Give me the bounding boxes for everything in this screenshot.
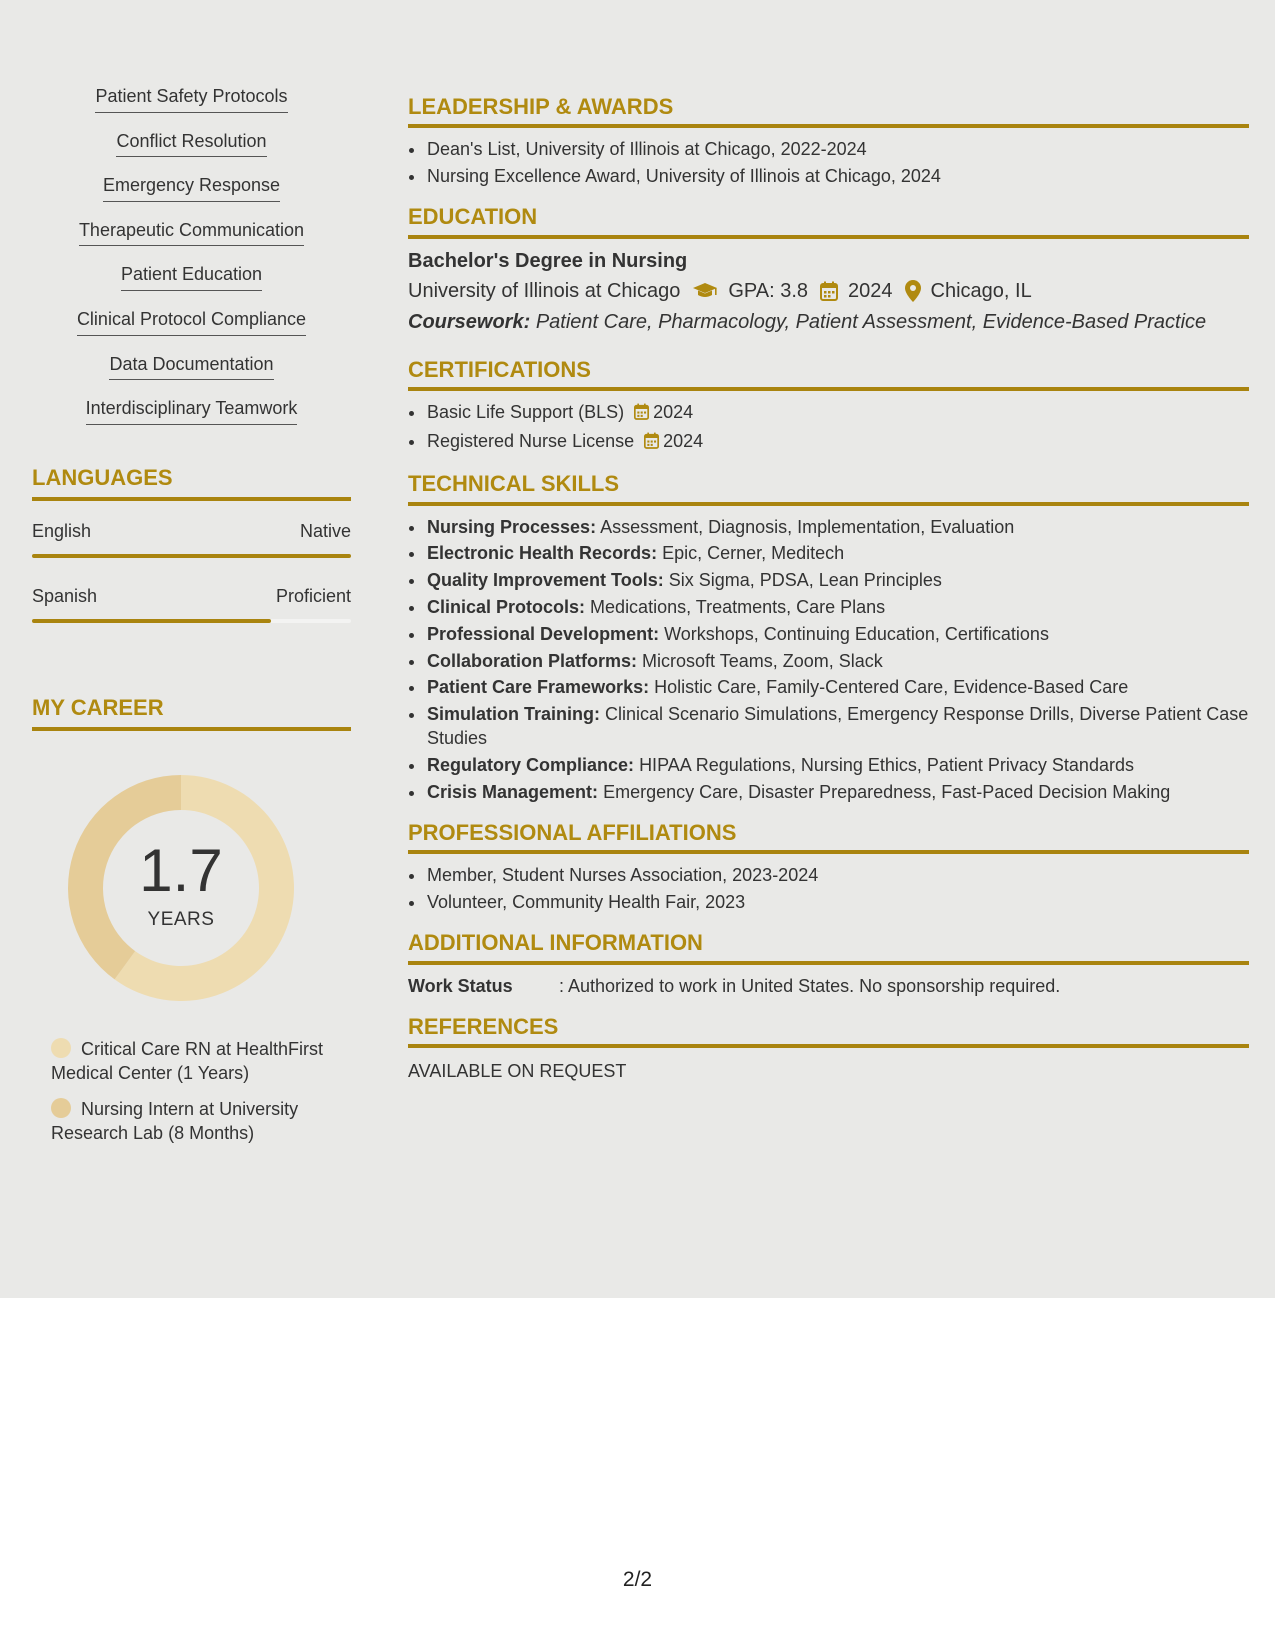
career-total-years: 1.7	[139, 836, 223, 904]
coursework-list: Patient Care, Pharmacology, Patient Assessment, Evidence-Based Practice	[535, 310, 1207, 333]
career-years-label: YEARS	[147, 908, 215, 930]
certification-year: 2024	[653, 402, 694, 423]
legend-dot-icon	[51, 1038, 71, 1058]
leadership-section	[408, 94, 1249, 190]
work-status-label: Work Status	[408, 975, 513, 996]
references-text: AVAILABLE ON REQUEST	[408, 1060, 627, 1081]
skill-text: Holistic Care, Family-Centered Care, Evidence-Based Care	[654, 677, 1129, 698]
language-name: English	[32, 520, 92, 541]
technical-skills-section	[408, 471, 1249, 806]
list-item	[426, 648, 1249, 675]
skill-text: Epic, Cerner, Meditech	[662, 543, 845, 564]
skill-text: Medications, Treatments, Care Plans	[590, 596, 886, 617]
leadership-heading: LEADERSHIP & AWARDS	[408, 94, 1249, 128]
left-column	[32, 86, 351, 1157]
skill-text: Workshops, Continuing Education, Certifications	[664, 623, 1049, 644]
affiliations-list	[408, 862, 1249, 916]
location-pin-icon	[905, 280, 921, 302]
language-item	[32, 521, 351, 558]
affiliations-heading: PROFESSIONAL AFFILIATIONS	[408, 820, 1249, 854]
career-donut-chart	[66, 773, 296, 1003]
languages-heading: LANGUAGES	[32, 465, 351, 501]
career-legend-item	[51, 1097, 326, 1145]
skill-label: Regulatory Compliance:	[427, 755, 635, 776]
coursework-label: Coursework:	[408, 310, 531, 333]
skill-text: Six Sigma, PDSA, Lean Principles	[668, 570, 942, 591]
skill-label: Quality Improvement Tools:	[427, 570, 664, 591]
list-item	[426, 779, 1249, 806]
skill-label: Simulation Training:	[427, 704, 601, 725]
additional-info-section	[408, 930, 1249, 999]
certification-year: 2024	[663, 431, 704, 452]
list-item	[426, 399, 1249, 428]
affiliations-section	[408, 820, 1249, 916]
skill-label: Patient Care Frameworks:	[427, 677, 650, 698]
graduation-year: 2024	[848, 279, 893, 302]
career-legend-label: Nursing Intern at University Research Lab (8 Months)	[51, 1098, 299, 1143]
education-section	[408, 204, 1249, 336]
career-legend	[32, 1037, 351, 1145]
language-level: Native	[299, 520, 351, 541]
skill-label: Clinical Protocols:	[427, 596, 586, 617]
skill-label: Crisis Management:	[427, 781, 599, 802]
work-status-value: : Authorized to work in United States. No sponsorship required.	[559, 975, 1061, 996]
skill-text: HIPAA Regulations, Nursing Ethics, Patient Privacy Standards	[639, 755, 1134, 776]
languages-section	[32, 465, 351, 623]
language-name: Spanish	[32, 585, 98, 606]
skill-label: Nursing Processes:	[427, 516, 597, 537]
skill-text: Assessment, Diagnosis, Implementation, Evaluation	[600, 516, 1015, 537]
school-name: University of Illinois at Chicago	[408, 279, 681, 302]
skill-tag: Interdisciplinary Teamwork	[86, 398, 298, 425]
skill-tag: Therapeutic Communication	[79, 220, 304, 247]
calendar-icon	[820, 281, 838, 301]
skill-tag: Patient Safety Protocols	[95, 86, 287, 113]
skill-label: Electronic Health Records:	[427, 543, 658, 564]
technical-skills-heading: TECHNICAL SKILLS	[408, 471, 1249, 505]
list-item: • Dean's List, University of Illinois at Chicago, 2022-2024	[426, 136, 1249, 163]
right-column	[408, 94, 1249, 1099]
certifications-heading: CERTIFICATIONS	[408, 357, 1249, 391]
list-item	[426, 594, 1249, 621]
skill-tag: Conflict Resolution	[116, 131, 266, 158]
list-item	[426, 428, 1249, 457]
career-legend-item	[51, 1037, 326, 1085]
technical-skills-list	[408, 514, 1249, 806]
list-item: • Volunteer, Community Health Fair, 2023	[426, 889, 1249, 916]
language-bar	[32, 554, 351, 558]
graduation-cap-icon	[692, 282, 718, 300]
skill-tag: Patient Education	[121, 264, 262, 291]
skill-tag: Emergency Response	[103, 175, 280, 202]
list-item	[426, 567, 1249, 594]
list-item	[426, 674, 1249, 701]
list-item	[426, 514, 1249, 541]
skill-text: Clinical Scenario Simulations, Emergency Response Drills, Diverse Patient Case Studies	[427, 704, 1249, 749]
education-heading: EDUCATION	[408, 204, 1249, 238]
list-item: • Nursing Excellence Award, University of Illinois at Chicago, 2024	[426, 163, 1249, 190]
language-level: Proficient	[275, 585, 351, 606]
work-status-row	[408, 973, 1249, 1000]
references-heading: REFERENCES	[408, 1014, 1249, 1048]
list-item: • Member, Student Nurses Association, 2023-2024	[426, 862, 1249, 889]
skill-label: Professional Development:	[427, 623, 660, 644]
leadership-list	[408, 136, 1249, 190]
career-heading: MY CAREER	[32, 695, 351, 731]
gpa: GPA: 3.8	[728, 279, 809, 302]
references-section	[408, 1014, 1249, 1085]
career-legend-label: Critical Care RN at HealthFirst Medical Center (1 Years)	[51, 1038, 324, 1083]
language-item	[32, 586, 351, 623]
list-item	[426, 701, 1249, 752]
certifications-list	[408, 399, 1249, 457]
education-details	[408, 275, 1249, 307]
additional-info-heading: ADDITIONAL INFORMATION	[408, 930, 1249, 964]
coursework	[408, 307, 1249, 337]
career-section	[32, 695, 351, 1145]
skill-label: Collaboration Platforms:	[427, 650, 638, 671]
calendar-icon	[644, 430, 659, 457]
language-bar	[32, 619, 351, 623]
skill-tag: Clinical Protocol Compliance	[77, 309, 306, 336]
skill-tag: Data Documentation	[109, 354, 273, 381]
school-location: Chicago, IL	[930, 279, 1032, 302]
page-number: 2/2	[622, 1568, 653, 1591]
certification-name: Registered Nurse License	[427, 431, 635, 452]
language-bar-fill	[32, 554, 351, 558]
skill-text: Emergency Care, Disaster Preparedness, Fast-Paced Decision Making	[603, 781, 1171, 802]
skills-list	[32, 86, 351, 425]
skill-text: Microsoft Teams, Zoom, Slack	[642, 650, 883, 671]
degree-title: Bachelor's Degree in Nursing	[408, 249, 688, 272]
calendar-icon	[634, 401, 649, 428]
legend-dot-icon	[51, 1098, 71, 1118]
list-item	[426, 621, 1249, 648]
list-item	[426, 540, 1249, 567]
language-bar-fill	[32, 619, 271, 623]
certification-name: Basic Life Support (BLS)	[427, 402, 625, 423]
list-item	[426, 752, 1249, 779]
certifications-section	[408, 357, 1249, 457]
